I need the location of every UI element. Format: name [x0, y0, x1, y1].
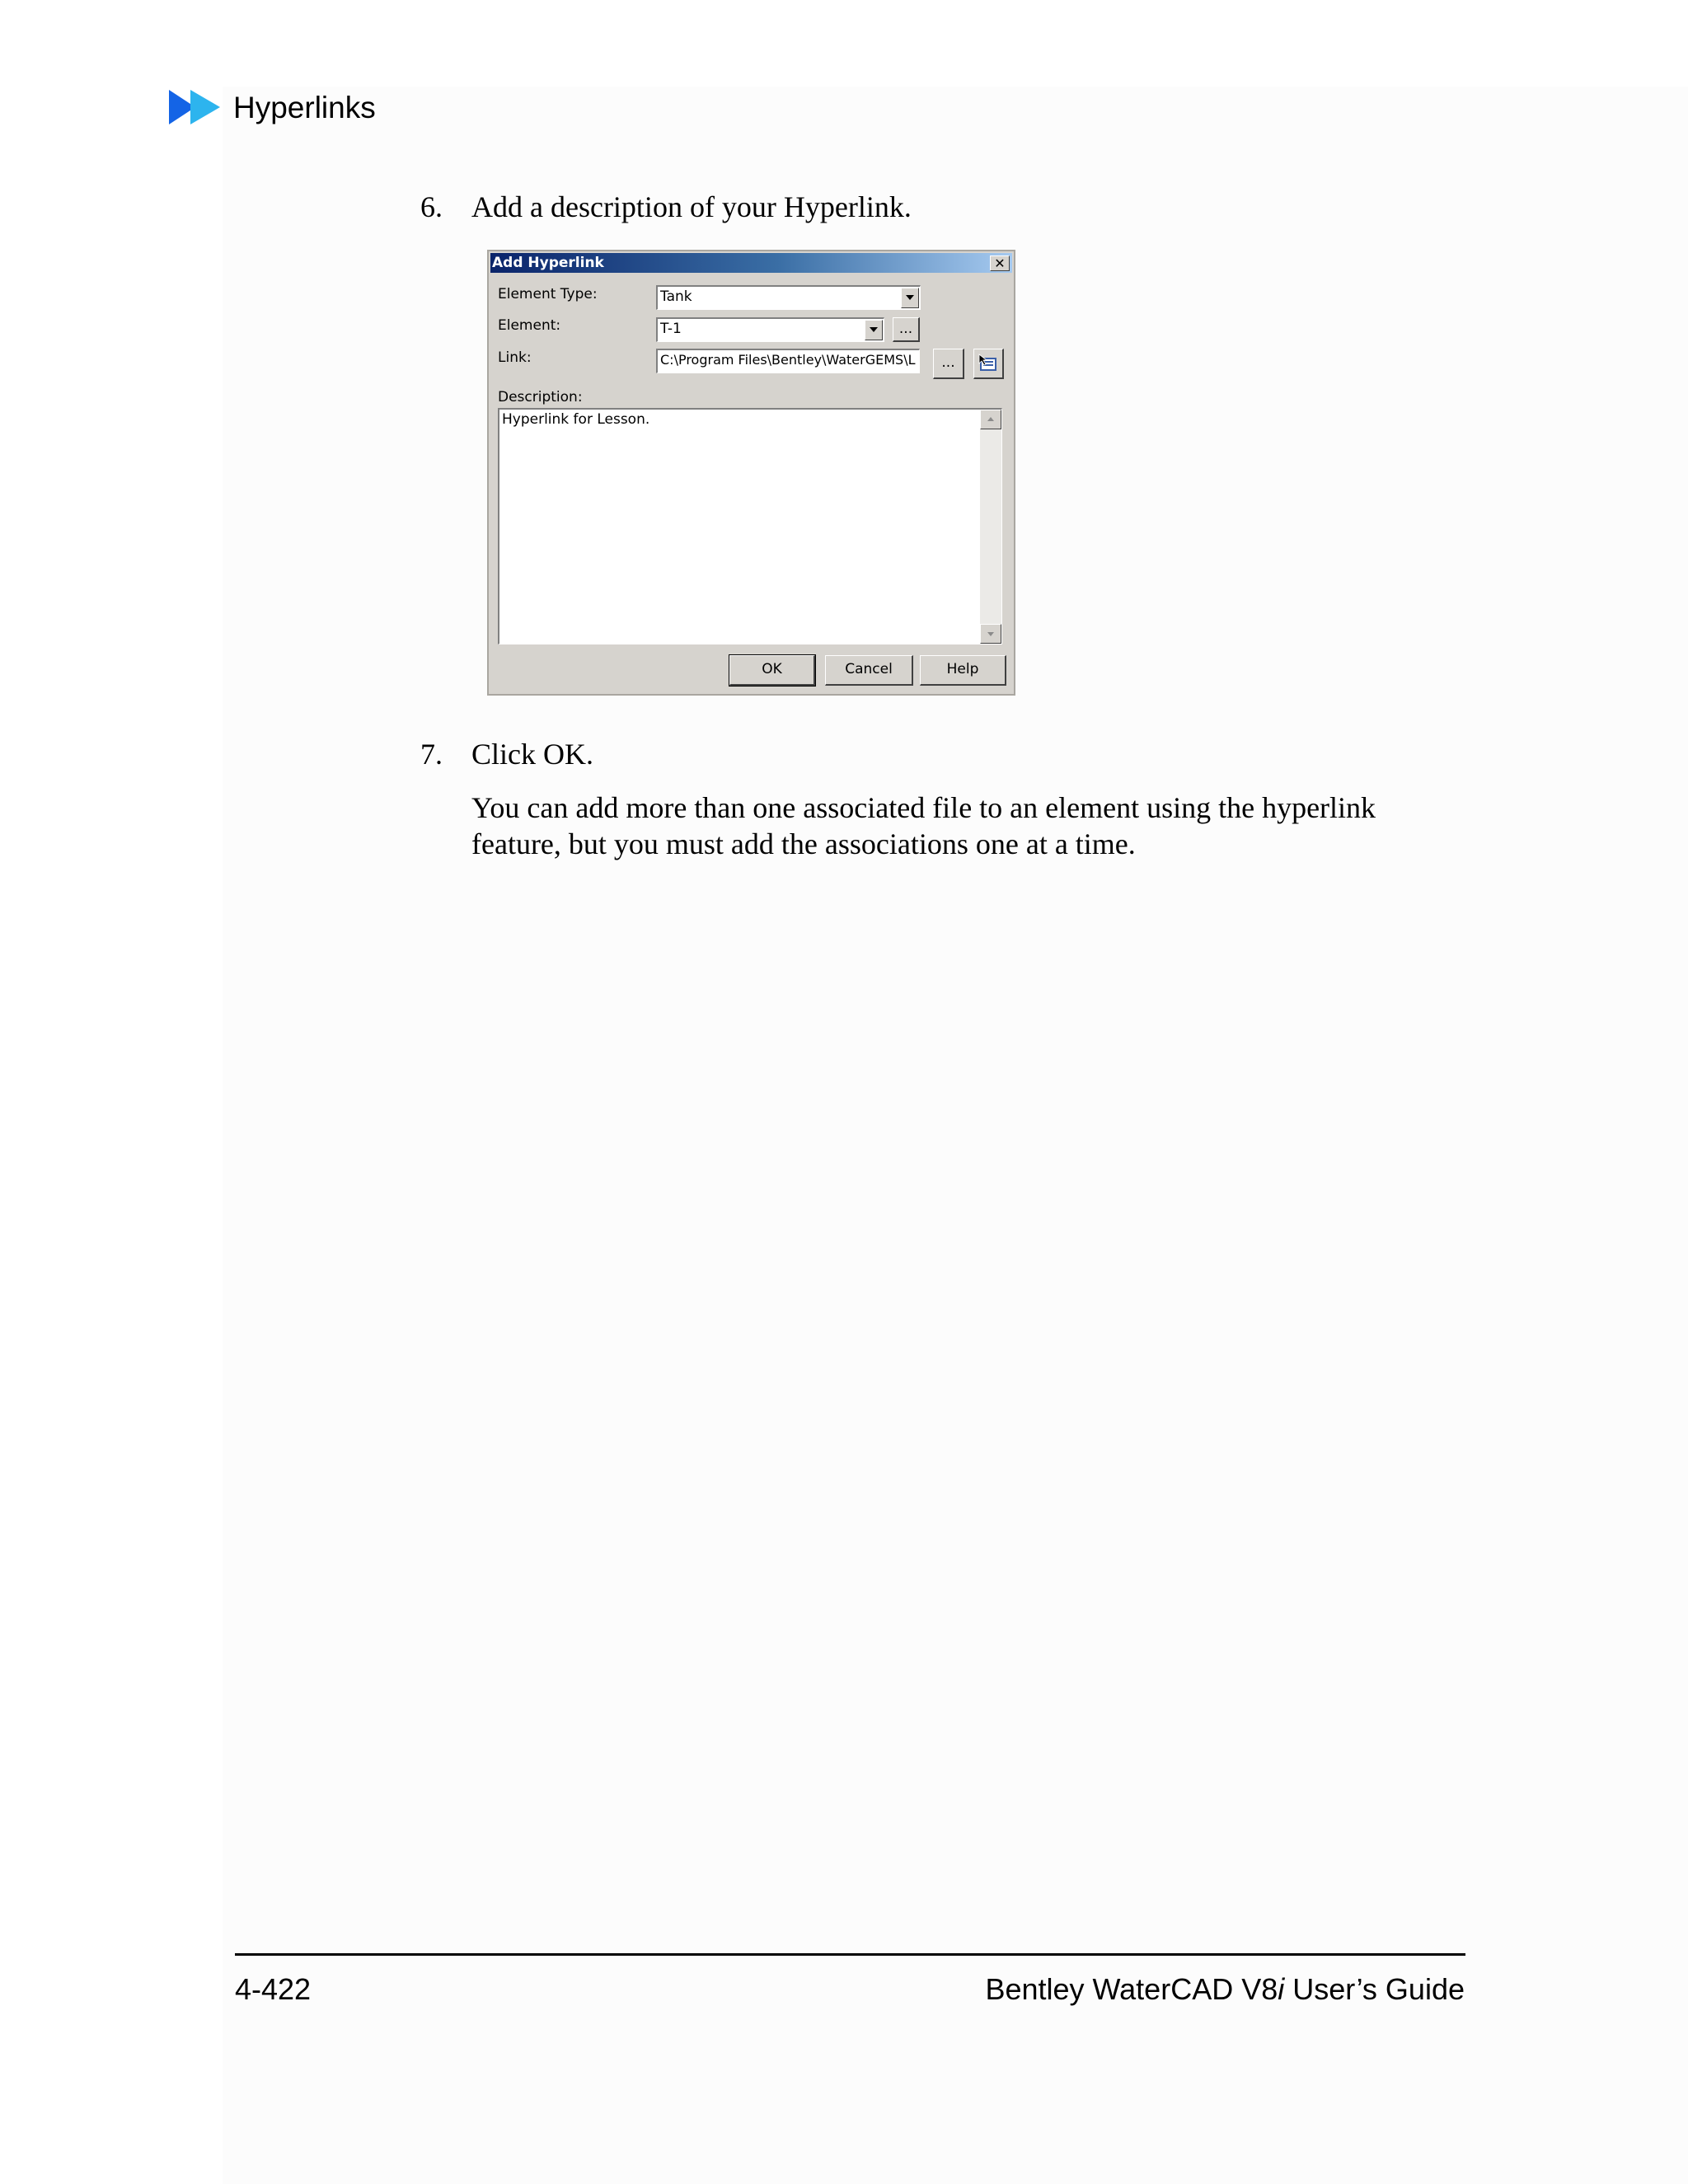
guide-title-suffix: User’s Guide — [1284, 1972, 1465, 2006]
double-arrow-icon — [169, 90, 220, 124]
link-label: Link: — [498, 349, 532, 366]
element-browse-button[interactable]: ... — [893, 317, 920, 342]
footer-rule — [235, 1953, 1465, 1956]
link-browse-button[interactable]: ... — [933, 349, 964, 379]
cancel-button[interactable]: Cancel — [825, 655, 913, 686]
description-textarea[interactable] — [498, 408, 1002, 644]
chevron-down-icon[interactable] — [865, 320, 883, 340]
link-input[interactable]: C:\Program Files\Bentley\WaterGEMS\L — [656, 349, 920, 373]
element-select[interactable] — [656, 317, 884, 342]
step-text: Add a description of your Hyperlink. — [471, 190, 912, 223]
ok-button[interactable]: OK — [729, 655, 815, 686]
description-value: Hyperlink for Lesson. — [502, 411, 650, 428]
running-header — [169, 86, 376, 129]
close-icon[interactable]: ✕ — [990, 255, 1010, 271]
step-text: Click OK. — [471, 738, 593, 771]
guide-title — [985, 1971, 1465, 2007]
note-paragraph: You can add more than one associated file to an element using the hyperlink feature, but you must add the associations one at a time. — [471, 791, 1376, 860]
add-hyperlink-dialog — [487, 250, 1015, 696]
section-title: Hyperlinks — [233, 90, 376, 124]
step-number: 6. — [420, 190, 443, 223]
scroll-down-icon[interactable] — [980, 624, 1001, 644]
chevron-down-icon[interactable] — [901, 288, 919, 308]
step-6 — [420, 190, 912, 225]
element-value: T-1 — [660, 321, 682, 337]
vertical-scrollbar[interactable] — [980, 410, 1001, 644]
step-number: 7. — [420, 738, 443, 771]
element-type-label: Element Type: — [498, 286, 598, 302]
dialog-titlebar — [490, 253, 1012, 273]
help-button[interactable]: Help — [920, 655, 1006, 686]
dialog-title: Add Hyperlink — [492, 255, 604, 271]
scroll-up-icon[interactable] — [980, 410, 1001, 429]
step-7 — [420, 737, 593, 772]
page-number: 4-422 — [235, 1972, 312, 2006]
element-type-select[interactable] — [656, 285, 921, 310]
element-label: Element: — [498, 317, 561, 334]
description-label: Description: — [498, 389, 583, 405]
guide-title-italic: i — [1278, 1972, 1285, 2006]
element-type-value: Tank — [660, 288, 692, 305]
hyperlink-icon — [976, 351, 1001, 376]
guide-title-prefix: Bentley WaterCAD V8 — [985, 1972, 1278, 2006]
test-link-button[interactable] — [973, 349, 1004, 379]
